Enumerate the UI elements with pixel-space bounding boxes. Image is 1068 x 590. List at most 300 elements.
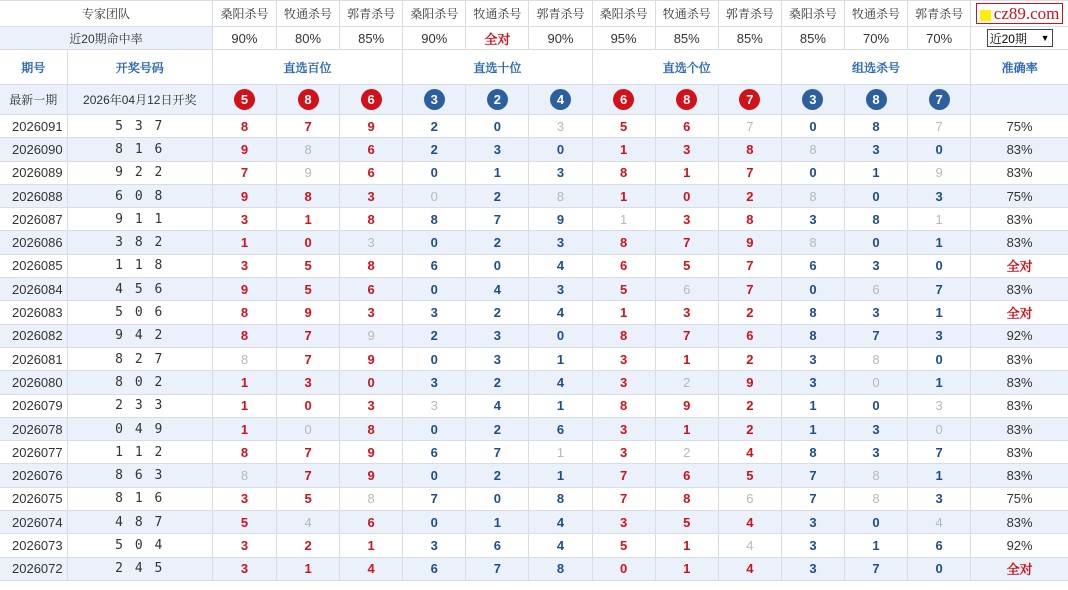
- table-row: [0, 371, 1068, 394]
- expert-name[interactable]: 牧通杀号: [466, 1, 529, 27]
- kill-number: 3: [619, 444, 628, 460]
- kill-number: 3: [935, 491, 943, 507]
- kill-number: 1: [935, 374, 943, 390]
- kill-number: 7: [872, 328, 880, 344]
- kill-number: 6: [746, 328, 754, 344]
- kill-cell: [403, 394, 466, 417]
- kill-number: 6: [683, 118, 691, 134]
- kill-cell: [529, 417, 592, 440]
- header-draw: 开奖号码: [67, 50, 212, 85]
- expert-name[interactable]: 桑阳杀号: [592, 1, 655, 27]
- kill-cell: [212, 324, 276, 347]
- kill-number: 7: [240, 165, 249, 181]
- kill-number: 8: [809, 305, 817, 321]
- kill-number: 0: [430, 351, 438, 367]
- kill-cell: [212, 301, 276, 324]
- row-period: 2026079: [0, 394, 67, 417]
- kill-cell: [340, 394, 403, 417]
- kill-number: 5: [746, 468, 754, 484]
- kill-number: 1: [304, 211, 312, 227]
- kill-cell: [529, 394, 592, 417]
- kill-number: 4: [746, 514, 754, 530]
- period-select-cell: [971, 27, 1068, 50]
- kill-number: 7: [746, 165, 754, 181]
- kill-cell: [466, 534, 529, 557]
- kill-number: 3: [683, 141, 691, 157]
- kill-number: 0: [493, 491, 501, 507]
- kill-number: 2: [430, 141, 438, 157]
- table-row: [0, 441, 1068, 464]
- kill-number: 3: [493, 328, 501, 344]
- kill-number: 4: [304, 514, 312, 530]
- kill-cell: [212, 231, 276, 254]
- kill-number: 7: [493, 561, 501, 577]
- kill-cell: [592, 441, 655, 464]
- kill-cell: [529, 557, 592, 580]
- kill-cell: [212, 464, 276, 487]
- kill-number: 9: [683, 398, 691, 414]
- kill-number: 7: [809, 491, 817, 507]
- kill-number: 2: [746, 188, 754, 204]
- kill-number: 4: [556, 258, 565, 274]
- hit-rate-label: 近20期命中率: [0, 27, 212, 50]
- row-draw-numbers: 0 4 9: [67, 417, 212, 440]
- kill-cell: [466, 417, 529, 440]
- hit-rate: 85%: [781, 27, 844, 50]
- kill-cell: [844, 184, 907, 207]
- kill-cell: [718, 464, 781, 487]
- kill-cell: [403, 557, 466, 580]
- expert-name[interactable]: 桑阳杀号: [781, 1, 844, 27]
- kill-number: 3: [619, 421, 628, 437]
- kill-number: 0: [809, 118, 817, 134]
- kill-number: 8: [240, 118, 249, 134]
- hit-rate: 70%: [908, 27, 971, 50]
- kill-number: 1: [809, 398, 817, 414]
- kill-cell: [592, 417, 655, 440]
- kill-number: 9: [304, 305, 312, 321]
- kill-number: 0: [872, 235, 880, 251]
- table-row: [0, 511, 1068, 534]
- kill-number: 6: [367, 165, 375, 181]
- kill-number: 8: [809, 235, 817, 251]
- kill-number: 2: [493, 468, 501, 484]
- row-draw-numbers: 1 1 8: [67, 254, 212, 277]
- latest-label: 最新一期: [0, 85, 67, 115]
- kill-number: 2: [304, 537, 312, 553]
- row-period: 2026091: [0, 115, 67, 138]
- kill-cell: [403, 278, 466, 301]
- kill-cell: [844, 278, 907, 301]
- row-accuracy: 83%: [971, 138, 1068, 161]
- row-accuracy: 83%: [971, 371, 1068, 394]
- header-period: 期号: [0, 50, 67, 85]
- logo-square-icon: [980, 10, 991, 21]
- kill-cell: [212, 138, 276, 161]
- number-ball: 8: [676, 89, 697, 110]
- kill-number: 0: [304, 398, 312, 414]
- kill-number: 7: [809, 468, 817, 484]
- expert-name[interactable]: 郭青杀号: [908, 1, 971, 27]
- kill-number: 3: [367, 398, 375, 414]
- expert-name[interactable]: 郭青杀号: [340, 1, 403, 27]
- kill-cell: [592, 301, 655, 324]
- table-row: [0, 394, 1068, 417]
- kill-number: 6: [683, 468, 691, 484]
- kill-cell: [212, 557, 276, 580]
- kill-cell: [592, 208, 655, 231]
- kill-cell: [403, 534, 466, 557]
- kill-cell: [529, 161, 592, 184]
- kill-number: 1: [240, 398, 249, 414]
- kill-cell: [529, 138, 592, 161]
- kill-number: 6: [367, 281, 375, 297]
- expert-name[interactable]: 郭青杀号: [718, 1, 781, 27]
- kill-cell: [718, 208, 781, 231]
- kill-number: 4: [556, 374, 565, 390]
- kill-cell: [403, 511, 466, 534]
- kill-cell: [718, 184, 781, 207]
- kill-cell: [466, 324, 529, 347]
- kill-cell: [844, 231, 907, 254]
- kill-cell: [655, 115, 718, 138]
- kill-cell: [340, 557, 403, 580]
- kill-number: 6: [367, 514, 375, 530]
- site-logo[interactable]: [976, 3, 1064, 24]
- row-accuracy: 83%: [971, 231, 1068, 254]
- kill-number: 8: [619, 398, 628, 414]
- expert-name[interactable]: 郭青杀号: [529, 1, 592, 27]
- latest-ball-cell: [655, 85, 718, 115]
- kill-cell: [212, 161, 276, 184]
- kill-number: 7: [935, 281, 943, 297]
- kill-cell: [781, 441, 844, 464]
- kill-cell: [781, 208, 844, 231]
- number-ball: 8: [866, 89, 887, 110]
- kill-cell: [908, 208, 971, 231]
- kill-cell: [340, 184, 403, 207]
- expert-name[interactable]: 牧通杀号: [844, 1, 907, 27]
- hit-rate: 90%: [212, 27, 276, 50]
- kill-cell: [655, 254, 718, 277]
- kill-number: 5: [304, 281, 312, 297]
- kill-cell: [340, 347, 403, 370]
- kill-cell: [908, 417, 971, 440]
- kill-number: 0: [935, 351, 943, 367]
- kill-cell: [340, 115, 403, 138]
- kill-cell: [212, 347, 276, 370]
- table-row: [0, 417, 1068, 440]
- kill-cell: [844, 417, 907, 440]
- kill-number: 0: [683, 188, 691, 204]
- kill-number: 8: [872, 468, 880, 484]
- kill-number: 3: [872, 444, 880, 460]
- kill-number: 7: [872, 561, 880, 577]
- kill-number: 6: [809, 258, 817, 274]
- latest-accuracy-empty: [971, 85, 1068, 115]
- kill-cell: [718, 138, 781, 161]
- kill-number: 1: [556, 468, 565, 484]
- kill-number: 0: [809, 281, 817, 297]
- kill-number: 7: [683, 328, 691, 344]
- kill-cell: [277, 534, 340, 557]
- kill-cell: [781, 254, 844, 277]
- hit-rate: 85%: [340, 27, 403, 50]
- kill-number: 1: [935, 235, 943, 251]
- kill-cell: [277, 254, 340, 277]
- table-row: [0, 231, 1068, 254]
- kill-cell: [466, 138, 529, 161]
- kill-cell: [781, 231, 844, 254]
- kill-cell: [529, 324, 592, 347]
- kill-number: 8: [809, 328, 817, 344]
- kill-number: 9: [556, 211, 565, 227]
- kill-cell: [844, 138, 907, 161]
- kill-number: 2: [746, 305, 754, 321]
- kill-cell: [212, 278, 276, 301]
- expert-name[interactable]: 牧通杀号: [277, 1, 340, 27]
- kill-number: 5: [619, 281, 628, 297]
- kill-number: 8: [240, 351, 249, 367]
- kill-cell: [844, 371, 907, 394]
- kill-cell: [466, 278, 529, 301]
- kill-cell: [403, 254, 466, 277]
- kill-number: 9: [746, 374, 754, 390]
- kill-cell: [781, 115, 844, 138]
- kill-number: 4: [746, 561, 754, 577]
- kill-cell: [592, 161, 655, 184]
- kill-cell: [718, 278, 781, 301]
- kill-cell: [340, 324, 403, 347]
- header-accuracy: 准确率: [971, 50, 1068, 85]
- kill-number: 8: [556, 561, 565, 577]
- number-ball: 3: [802, 89, 823, 110]
- kill-cell: [908, 231, 971, 254]
- row-accuracy: 全对: [971, 254, 1068, 277]
- kill-cell: [781, 301, 844, 324]
- kill-number: 3: [367, 305, 375, 321]
- kill-number: 6: [430, 444, 438, 460]
- kill-cell: [592, 115, 655, 138]
- period-select-value: 近20期: [989, 31, 1027, 46]
- kill-cell: [655, 511, 718, 534]
- kill-cell: [908, 371, 971, 394]
- latest-ball-cell: [592, 85, 655, 115]
- kill-cell: [212, 487, 276, 510]
- kill-number: 5: [683, 514, 691, 530]
- header-tens: 直选十位: [403, 50, 592, 85]
- kill-number: 0: [493, 118, 501, 134]
- kill-cell: [403, 231, 466, 254]
- expert-name[interactable]: 牧通杀号: [655, 1, 718, 27]
- kill-number: 3: [619, 374, 628, 390]
- latest-ball-cell: [466, 85, 529, 115]
- kill-number: 3: [935, 398, 943, 414]
- row-accuracy: 83%: [971, 161, 1068, 184]
- kill-number: 1: [556, 398, 565, 414]
- kill-cell: [655, 347, 718, 370]
- kill-cell: [592, 138, 655, 161]
- period-select[interactable]: [987, 29, 1053, 47]
- kill-cell: [908, 254, 971, 277]
- kill-cell: [718, 371, 781, 394]
- kill-number: 1: [619, 141, 628, 157]
- kill-cell: [340, 464, 403, 487]
- kill-number: 4: [556, 514, 565, 530]
- kill-number: 0: [493, 258, 501, 274]
- kill-cell: [718, 417, 781, 440]
- kill-number: 8: [240, 444, 249, 460]
- kill-number: 3: [367, 235, 375, 251]
- kill-cell: [781, 324, 844, 347]
- kill-cell: [529, 115, 592, 138]
- kill-cell: [718, 441, 781, 464]
- kill-number: 9: [367, 118, 375, 134]
- row-draw-numbers: 2 3 3: [67, 394, 212, 417]
- kill-cell: [592, 231, 655, 254]
- expert-name[interactable]: 桑阳杀号: [212, 1, 276, 27]
- kill-cell: [781, 464, 844, 487]
- kill-cell: [781, 534, 844, 557]
- kill-number: 1: [619, 211, 628, 227]
- kill-number: 7: [493, 211, 501, 227]
- kill-number: 0: [304, 421, 312, 437]
- kill-cell: [908, 511, 971, 534]
- kill-cell: [718, 301, 781, 324]
- kill-cell: [340, 254, 403, 277]
- kill-number: 6: [683, 281, 691, 297]
- hit-rate: 85%: [655, 27, 718, 50]
- kill-cell: [277, 231, 340, 254]
- kill-cell: [340, 511, 403, 534]
- kill-cell: [844, 161, 907, 184]
- kill-number: 0: [872, 398, 880, 414]
- kill-number: 8: [809, 141, 817, 157]
- kill-number: 7: [935, 444, 943, 460]
- hit-rate: 90%: [403, 27, 466, 50]
- row-period: 2026089: [0, 161, 67, 184]
- kill-number: 0: [619, 561, 628, 577]
- kill-number: 3: [240, 491, 249, 507]
- table-row: [0, 138, 1068, 161]
- expert-name[interactable]: 桑阳杀号: [403, 1, 466, 27]
- experts-row: [0, 1, 1068, 27]
- row-period: 2026082: [0, 324, 67, 347]
- row-period: 2026074: [0, 511, 67, 534]
- hit-rate: 90%: [529, 27, 592, 50]
- kill-number: 4: [746, 537, 754, 553]
- kill-number: 9: [367, 468, 375, 484]
- kill-cell: [212, 184, 276, 207]
- kill-number: 9: [746, 235, 754, 251]
- kill-cell: [466, 347, 529, 370]
- kill-cell: [340, 138, 403, 161]
- kill-cell: [466, 557, 529, 580]
- kill-cell: [655, 534, 718, 557]
- kill-cell: [655, 417, 718, 440]
- kill-number: 4: [935, 514, 943, 530]
- kill-cell: [529, 534, 592, 557]
- kill-cell: [718, 511, 781, 534]
- kill-cell: [466, 301, 529, 324]
- kill-number: 9: [240, 281, 249, 297]
- kill-number: 5: [304, 258, 312, 274]
- kill-cell: [466, 487, 529, 510]
- experts-label: 专家团队: [0, 1, 212, 27]
- kill-cell: [277, 138, 340, 161]
- kill-cell: [655, 371, 718, 394]
- hit-rate: 全对: [466, 27, 529, 50]
- kill-number: 3: [493, 141, 501, 157]
- table-row: [0, 301, 1068, 324]
- kill-number: 2: [746, 398, 754, 414]
- row-period: 2026086: [0, 231, 67, 254]
- kill-number: 6: [430, 258, 438, 274]
- kill-cell: [655, 487, 718, 510]
- kill-cell: [718, 115, 781, 138]
- kill-number: 1: [619, 188, 628, 204]
- kill-number: 2: [746, 351, 754, 367]
- kill-number: 3: [872, 141, 880, 157]
- kill-number: 0: [556, 141, 565, 157]
- row-period: 2026077: [0, 441, 67, 464]
- kill-cell: [908, 278, 971, 301]
- kill-number: 6: [935, 537, 943, 553]
- kill-cell: [403, 347, 466, 370]
- row-accuracy: 83%: [971, 208, 1068, 231]
- kill-cell: [655, 464, 718, 487]
- kill-cell: [781, 371, 844, 394]
- kill-number: 8: [619, 328, 628, 344]
- kill-cell: [844, 394, 907, 417]
- kill-number: 6: [872, 281, 880, 297]
- kill-cell: [908, 534, 971, 557]
- kill-number: 3: [556, 281, 565, 297]
- row-accuracy: 83%: [971, 511, 1068, 534]
- latest-ball-cell: [277, 85, 340, 115]
- kill-number: 3: [935, 328, 943, 344]
- kill-cell: [529, 371, 592, 394]
- kill-number: 8: [367, 491, 375, 507]
- row-accuracy: 92%: [971, 534, 1068, 557]
- kill-cell: [277, 394, 340, 417]
- row-draw-numbers: 5 0 4: [67, 534, 212, 557]
- kill-number: 0: [430, 165, 438, 181]
- kill-cell: [655, 394, 718, 417]
- kill-number: 8: [367, 421, 375, 437]
- kill-number: 1: [240, 235, 249, 251]
- kill-number: 7: [935, 118, 943, 134]
- kill-number: 3: [430, 537, 438, 553]
- kill-number: 3: [493, 351, 501, 367]
- kill-number: 4: [746, 444, 754, 460]
- kill-number: 3: [240, 258, 249, 274]
- kill-number: 0: [872, 374, 880, 390]
- kill-cell: [340, 231, 403, 254]
- number-ball: 2: [487, 89, 508, 110]
- kill-number: 1: [493, 165, 501, 181]
- row-accuracy: 83%: [971, 464, 1068, 487]
- kill-number: 1: [683, 165, 691, 181]
- kill-number: 9: [240, 141, 249, 157]
- kill-cell: [403, 324, 466, 347]
- kill-number: 3: [809, 561, 817, 577]
- kill-number: 8: [746, 141, 754, 157]
- table-row: [0, 184, 1068, 207]
- latest-ball-cell: [844, 85, 907, 115]
- kill-cell: [403, 138, 466, 161]
- kill-number: 5: [683, 258, 691, 274]
